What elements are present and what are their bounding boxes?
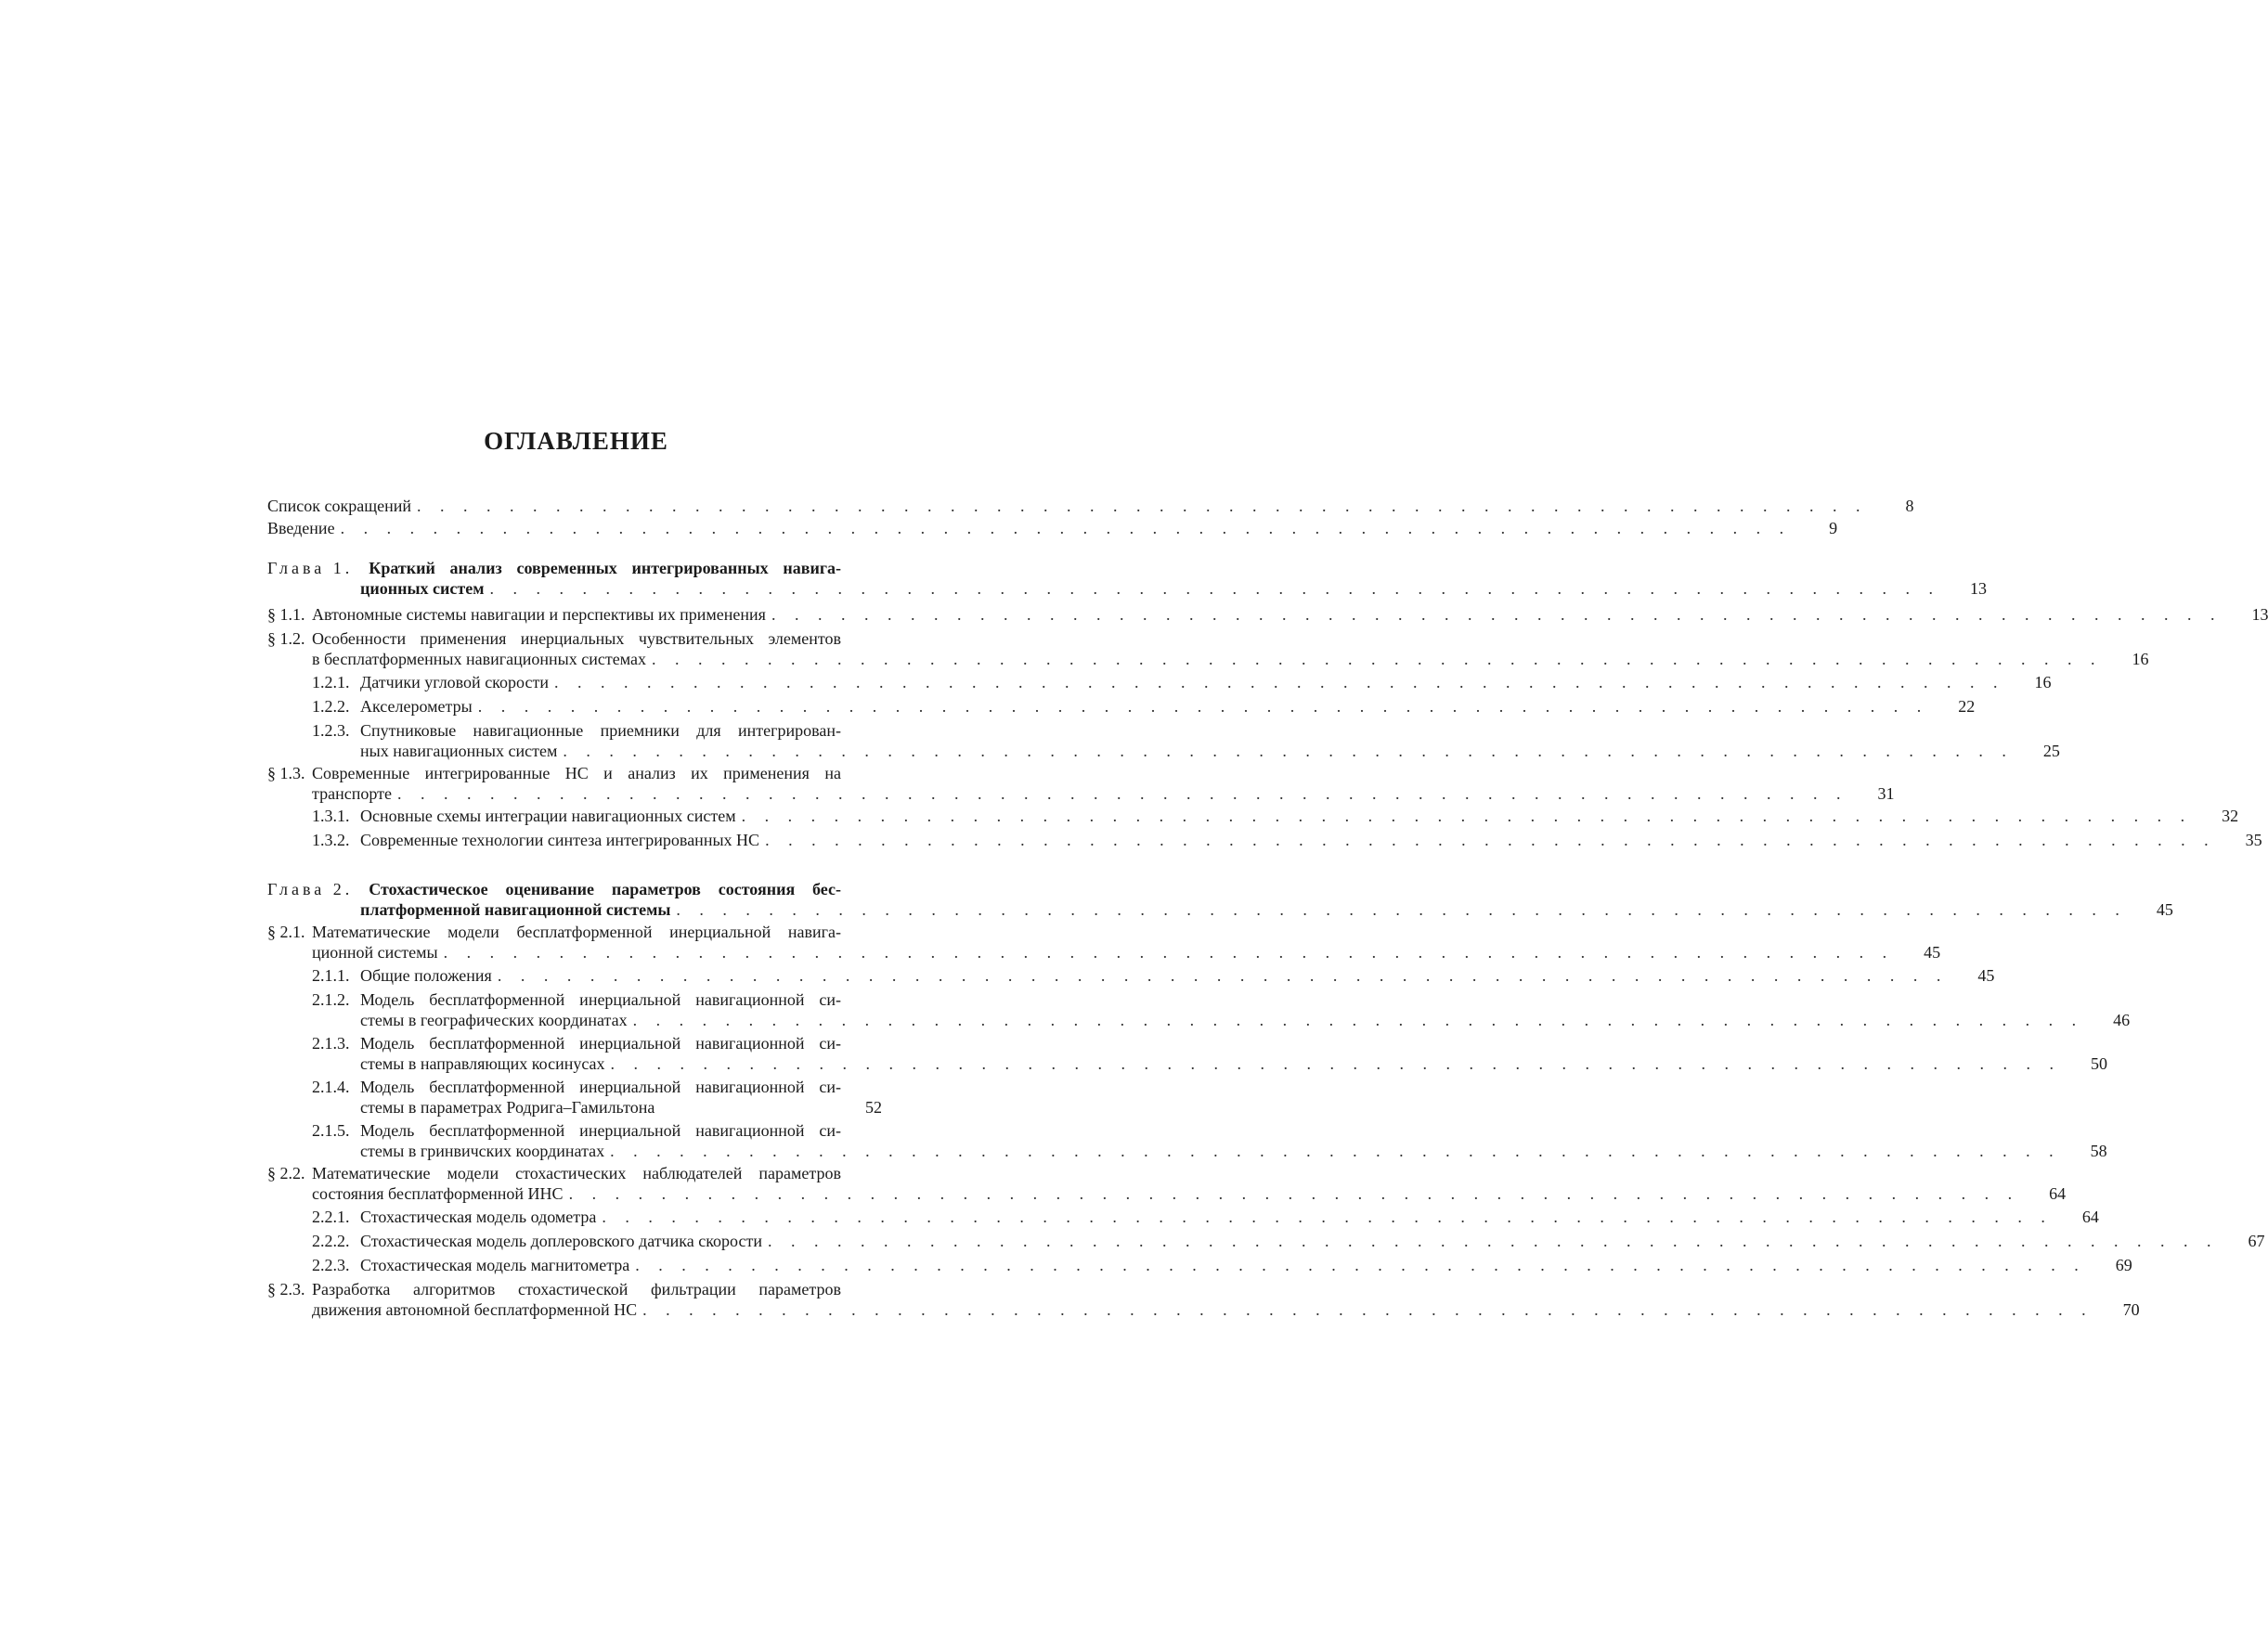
toc-entry-line — [312, 806, 2239, 826]
dot-leader: . . . . . . . . . . . . . . . . . . . . . . . . . . . . . . . . . . . . . . . . . . . . . . . . . . . . . . . . . . . . . . . — [610, 1054, 2062, 1073]
toc-entry[interactable] — [312, 1207, 2099, 1227]
toc-entry-line — [312, 696, 1976, 717]
toc-entry-text: транспорте — [312, 784, 392, 803]
toc-entry-text: Акселерометры — [360, 697, 473, 716]
page-number: 16 — [2034, 673, 2052, 691]
toc-entry-text: стемы в направляющих косинусах — [360, 1054, 605, 1073]
toc-entry-text: Современные интегрированные НС и анализ их применения на — [312, 764, 841, 782]
section-number: § 1.1. — [267, 605, 305, 624]
dot-leader: . . . . . . . . . . . . . . . . . . . . . . . . . . . . . . . . . . . . . . . . . . . . . . . . . . . . . . . . . . . . . . . — [741, 807, 2193, 825]
dot-leader: . . . . . . . . . . . . . . . . . . . . . . . . . . . . . . . . . . . . . . . . . . . . . . . . . . . . . . . . . . . . . . . — [416, 497, 1868, 515]
toc-entry[interactable] — [312, 1255, 2132, 1275]
toc-entry-line — [312, 672, 2052, 692]
section-number: § 2.3. — [267, 1280, 305, 1299]
page-number: 8 — [1905, 497, 1914, 515]
toc-entry[interactable] — [312, 720, 2060, 761]
section-number: 2.1.5. — [312, 1121, 350, 1140]
toc-entry-text: ционных систем — [360, 579, 485, 598]
toc-entry[interactable] — [267, 558, 1987, 599]
dot-leader: . . . . . . . . . . . . . . . . . . . . . . . . . . . . . . . . . . . . . . . . . . . . . . . . . . . . . . . . . . . . . . . — [443, 943, 1895, 962]
dot-leader: . . . . . . . . . . . . . . . . . . . . . . . . . . . . . . . . . . . . . . . . . . . . . . . . . . . . . . . . . . . . . . . — [642, 1300, 2093, 1319]
toc-entry[interactable] — [312, 1120, 2107, 1161]
toc-entry-text: в бесплатформенных навигационных системах — [312, 650, 646, 668]
toc-entry-text: платформенной навигационной системы — [360, 900, 671, 919]
section-number: 1.3.1. — [312, 807, 350, 825]
toc-entry-line — [267, 649, 2149, 669]
dot-leader: . . . . . . . . . . . . . . . . . . . . . . . . . . . . . . . . . . . . . . . . . . . . . . . . . . . . . . . . . . . . . . . — [771, 605, 2223, 624]
chapter-label: Глава 1. — [267, 559, 369, 577]
page-number: 22 — [1958, 697, 1976, 716]
toc-entry-line — [267, 1163, 882, 1183]
dot-leader: . . . . . . . . . . . . . . . . . . . . . . . . . . . . . . . . . . . . . . . . . . . . . . . . . . . . . . . . . . . . . . . — [651, 650, 2103, 668]
section-number: § 1.2. — [267, 629, 305, 648]
toc-entry-text: стемы в гринвичских координатах — [360, 1142, 605, 1160]
toc-entry-line — [267, 518, 1838, 538]
toc-entry-line — [312, 1120, 882, 1141]
toc-entry-text: Датчики угловой скорости — [360, 673, 549, 691]
toc-entry-text: Общие положения — [360, 966, 492, 985]
toc-entry-line — [312, 989, 882, 1010]
section-number: 2.1.4. — [312, 1078, 350, 1096]
toc-entry-line — [267, 899, 2173, 920]
toc-entry[interactable] — [267, 922, 1941, 963]
page-number: 64 — [2081, 1208, 2099, 1226]
toc-entry[interactable] — [312, 965, 1995, 986]
dot-leader: . . . . . . . . . . . . . . . . . . . . . . . . . . . . . . . . . . . . . . . . . . . . . . . . . . . . . . . . . . . . . . . — [553, 673, 2005, 691]
toc-entry-text: стемы в параметрах Родрига–Гамильтона — [360, 1098, 655, 1117]
page-number: 13 — [2251, 605, 2268, 624]
page-number: 67 — [2248, 1232, 2265, 1250]
toc-entry-line — [267, 604, 2268, 625]
toc-entry-line — [312, 1077, 882, 1097]
page-number: 69 — [2115, 1256, 2132, 1274]
page-number: 52 — [865, 1098, 882, 1117]
toc-entry-line — [312, 1255, 2132, 1275]
toc-entry[interactable] — [267, 763, 1895, 804]
toc-entry-line — [312, 965, 1995, 986]
section-number: 1.3.2. — [312, 831, 350, 849]
toc-entry[interactable] — [267, 496, 1914, 516]
section-number: § 2.1. — [267, 923, 305, 941]
toc-entry-line — [267, 558, 882, 578]
toc-entry-line — [267, 628, 882, 649]
toc-entry-text: Математические модели стохастических наблюдателей параметров — [312, 1164, 841, 1182]
section-number: 2.1.1. — [312, 966, 350, 985]
dot-leader: . . . . . . . . . . . . . . . . . . . . . . . . . . . . . . . . . . . . . . . . . . . . . . . . . . . . . . . . . . . . . . . — [676, 900, 2127, 919]
toc-entry-text: Стохастическое оценивание параметров состояния бес- — [369, 880, 841, 898]
toc-entry-line — [312, 1231, 2265, 1251]
toc-entry-text: ных навигационных систем — [360, 742, 558, 760]
toc-entry-line — [312, 1010, 2131, 1030]
page-number: 31 — [1877, 784, 1895, 803]
page-number: 45 — [1924, 943, 1941, 962]
page-number: 16 — [2132, 650, 2149, 668]
dot-leader: . . . . . . . . . . . . . . . . . . . . . . . . . . . . . . . . . . . . . . . . . . . . . . . . . . . . . . . . . . . . . . . — [765, 831, 2216, 849]
section-number: 2.1.2. — [312, 990, 350, 1009]
section-number: 2.2.1. — [312, 1208, 350, 1226]
toc-entry-text: Список сокращений — [267, 497, 411, 515]
section-number: 2.1.3. — [312, 1034, 350, 1053]
dot-leader: . . . . . . . . . . . . . . . . . . . . . . . . . . . . . . . . . . . . . . . . . . . . . . . . . . . . . . . . . . . . . . . — [767, 1232, 2219, 1250]
page-number: 64 — [2049, 1184, 2067, 1203]
toc-entry-text: состояния бесплатформенной ИНС — [312, 1184, 564, 1203]
toc-entry-text: Модель бесплатформенной инерциальной навигационной си- — [360, 1121, 841, 1140]
section-number: 2.2.2. — [312, 1232, 350, 1250]
toc-entry-line — [267, 1299, 2140, 1320]
dot-leader: . . . . . . . . . . . . . . . . . . . . . . . . . . . . . . . . . . . . . . . . . . . . . . . . . . . . . . . . . . . . . . . — [563, 742, 2014, 760]
dot-leader: . . . . . . . . . . . . . . . . . . . . . . . . . . . . . . . . . . . . . . . . . . . . . . . . . . . . . . . . . . . . . . . — [396, 784, 1848, 803]
toc-entry[interactable] — [267, 628, 2149, 669]
toc-entry-line — [312, 1141, 2107, 1161]
toc-entry-line — [312, 720, 882, 741]
toc-entry-text: ционной системы — [312, 943, 438, 962]
toc-entry-line — [267, 922, 882, 942]
toc-entry-line — [267, 942, 1941, 963]
toc-entry[interactable] — [267, 518, 1838, 538]
section-number: 1.2.2. — [312, 697, 350, 716]
toc-entry-line — [267, 1183, 2067, 1204]
page-number: 58 — [2090, 1142, 2107, 1160]
toc-entry-text: Модель бесплатформенной инерциальной навигационной си- — [360, 990, 841, 1009]
toc-entry-line — [267, 578, 1987, 599]
section-number: 1.2.3. — [312, 721, 350, 740]
toc-entry-line — [312, 1033, 882, 1053]
dot-leader: . . . . . . . . . . . . . . . . . . . . . . . . . . . . . . . . . . . . . . . . . . . . . . . . . . . . . . . . . . . . . . . — [477, 697, 1929, 716]
toc-entry-line — [267, 783, 1895, 804]
dot-leader: . . . . . . . . . . . . . . . . . . . . . . . . . . . . . . . . . . . . . . . . . . . . . . . . . . . . . . . . . . . . . . . — [497, 966, 1949, 985]
toc-entry-line — [267, 496, 1914, 516]
dot-leader: . . . . . . . . . . . . . . . . . . . . . . . . . . . . . . . . . . . . . . . . . . . . . . . . . . . . . . . . . . . . . . . — [602, 1208, 2053, 1226]
section-number: 1.2.1. — [312, 673, 350, 691]
dot-leader: . . . . . . . . . . . . . . . . . . . . . . . . . . . . . . . . . . . . . . . . . . . . . . . . . . . . . . . . . . . . . . . — [610, 1142, 2061, 1160]
page-number: 45 — [1977, 966, 1995, 985]
toc-entry[interactable] — [312, 696, 1976, 717]
toc-entry[interactable] — [267, 1163, 2067, 1204]
toc-entry-text: Краткий анализ современных интегрированных навига- — [369, 559, 841, 577]
toc-entry-line — [312, 1053, 2108, 1074]
toc-entry-text: Модель бесплатформенной инерциальной навигационной си- — [360, 1078, 841, 1096]
page-number: 46 — [2113, 1011, 2131, 1029]
toc-entry-text: Особенности применения инерциальных чувствительных элементов — [312, 629, 841, 648]
toc-entry-line — [267, 1279, 882, 1299]
toc-entry-line — [312, 741, 2060, 761]
toc-entry-text: движения автономной бесплатформенной НС — [312, 1300, 638, 1319]
toc-entry[interactable] — [312, 1033, 2108, 1074]
page-number: 25 — [2042, 742, 2060, 760]
page-number: 32 — [2222, 807, 2239, 825]
toc-entry[interactable] — [267, 1279, 2140, 1320]
toc-entry-text: Модель бесплатформенной инерциальной навигационной си- — [360, 1034, 841, 1053]
toc-entry-line — [312, 1097, 882, 1118]
toc-entry[interactable] — [267, 604, 2268, 625]
toc-entry[interactable] — [312, 830, 2262, 850]
toc-entry[interactable] — [267, 879, 2173, 920]
page-number: 35 — [2245, 831, 2262, 849]
toc-entry-text: Стохастическая модель доплеровского датчика скорости — [360, 1232, 762, 1250]
section-number: § 2.2. — [267, 1164, 305, 1182]
page-number: 70 — [2122, 1300, 2140, 1319]
toc-entry[interactable] — [312, 1231, 2265, 1251]
toc-entry-line — [267, 763, 882, 783]
toc-entry[interactable] — [312, 806, 2239, 826]
dot-leader: . . . . . . . . . . . . . . . . . . . . . . . . . . . . . . . . . . . . . . . . . . . . . . . . . . . . . . . . . . . . . . . — [568, 1184, 2020, 1203]
toc-entry-text: Разработка алгоритмов стохастической фильтрации параметров — [312, 1280, 841, 1299]
toc-entry-text: Автономные системы навигации и перспективы их применения — [312, 605, 766, 624]
page-number: 9 — [1829, 519, 1838, 537]
chapter-label: Глава 2. — [267, 880, 369, 898]
section-number: § 1.3. — [267, 764, 305, 782]
toc-entry-text: Спутниковые навигационные приемники для интегрирован- — [360, 721, 841, 740]
toc-entry-text: Математические модели бесплатформенной инерциальной навига- — [312, 923, 841, 941]
section-number: 2.2.3. — [312, 1256, 350, 1274]
toc-entry-text: Основные схемы интеграции навигационных систем — [360, 807, 736, 825]
toc-entry-text: стемы в географических координатах — [360, 1011, 628, 1029]
toc-entry-text: Стохастическая модель одометра — [360, 1208, 597, 1226]
toc-entry-line — [312, 830, 2262, 850]
toc-entry-text: Современные технологии синтеза интегрированных НС — [360, 831, 760, 849]
page-number: 50 — [2091, 1054, 2108, 1073]
toc-entry[interactable] — [312, 989, 2131, 1030]
dot-leader: . . . . . . . . . . . . . . . . . . . . . . . . . . . . . . . . . . . . . . . . . . . . . . . . . . . . . . . . . . . . . . . — [632, 1011, 2084, 1029]
toc-entry-text: Стохастическая модель магнитометра — [360, 1256, 630, 1274]
page-title: ОГЛАВЛЕНИЕ — [484, 427, 668, 455]
toc-entry-line — [267, 879, 882, 899]
page-number: 13 — [1969, 579, 1987, 598]
dot-leader: . . . . . . . . . . . . . . . . . . . . . . . . . . . . . . . . . . . . . . . . . . . . . . . . . . . . . . . . . . . . . . . — [340, 519, 1792, 537]
dot-leader: . . . . . . . . . . . . . . . . . . . . . . . . . . . . . . . . . . . . . . . . . . . . . . . . . . . . . . . . . . . . . . . — [635, 1256, 2086, 1274]
toc-entry-line — [312, 1207, 2099, 1227]
toc-entry[interactable] — [312, 672, 2052, 692]
toc-entry[interactable] — [312, 1077, 882, 1118]
toc-entry-text: Введение — [267, 519, 335, 537]
dot-leader: . . . . . . . . . . . . . . . . . . . . . . . . . . . . . . . . . . . . . . . . . . . . . . . . . . . . . . . . . . . . . . . — [489, 579, 1940, 598]
page-number: 45 — [2156, 900, 2173, 919]
